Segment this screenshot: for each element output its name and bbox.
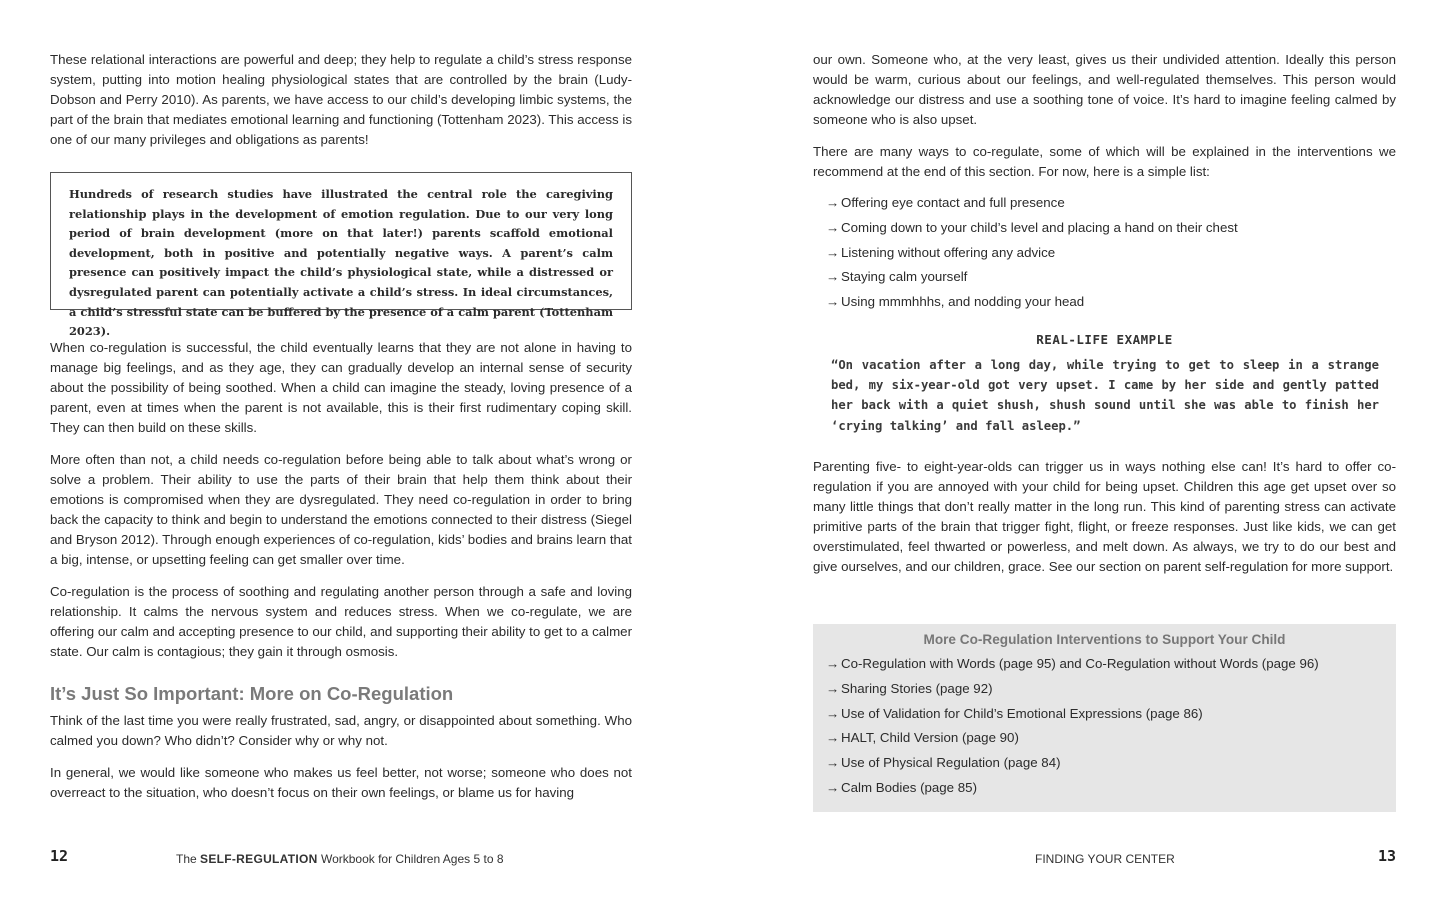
real-life-example-text: “On vacation after a long day, while trying to get to sleep in a strange bed, my six-year-old got very upset. I came by her side and gently patted her back with a quiet shush, shush sound until she was able to finish her ‘crying talking’ and fall asleep.” [831,358,1379,433]
list-item [826,652,1319,677]
list-item-text: Calm Bodies (page 85) [841,779,977,795]
paragraph: There are many ways to co-regulate, some of which will be explained in the interventions we recommend at the end of this section. For now, here is a simple list: [813,144,1396,180]
arrow-right-icon: → [826,294,840,310]
interventions-list [826,652,1319,801]
arrow-right-icon: → [826,779,840,795]
left-page [50,0,632,902]
list-item [826,726,1319,751]
arrow-right-icon: → [826,730,840,746]
paragraph: These relational interactions are powerful and deep; they help to regulate a child’s stress response system, putting into motion healing physiological states that are controlled by the brain (Ludy-Dobson and Perry 2010). As parents, we have access to our child’s developing limbic systems, the part of the brain that mediates emotional learning and functioning (Tottenham 2023). This access is one of our many privileges and obligations as parents! [50,52,632,148]
quote-text: Hundreds of research studies have illustrated the central role the caregiving relationship plays in the development of emotion regulation. Due to our very long period of brain development (more on that later!) parents scaffold emotional development, both in positive and potentially negative ways. A parent’s calm presence can positively impact the child’s physiological state, while a distressed or dysregulated parent can potentially activate a child’s stress. In ideal circumstances, a child’s stressful state can be buffered by the presence of a calm parent (Tottenham 2023). [69,187,613,339]
list-item-text: Using mmmhhhs, and nodding your head [841,294,1085,310]
list-item-text: Use of Validation for Child’s Emotional Expressions (page 86) [841,705,1203,721]
footer-text: The [176,852,201,866]
interventions-callout [813,624,1396,812]
real-life-example-title: REAL-LIFE EXAMPLE [1036,332,1173,347]
list-item-text: HALT, Child Version (page 90) [841,730,1019,746]
footer-text: SELF-REGULATION [200,852,318,866]
section-heading: It’s Just So Important: More on Co-Regulation [50,683,454,704]
arrow-right-icon: → [826,680,840,696]
quote-box [50,172,632,339]
list-item [826,702,1319,727]
page-number: 12 [50,847,69,865]
list-item-text: Staying calm yourself [841,269,968,285]
callout-title: More Co-Regulation Interventions to Support Your Child [923,632,1286,647]
page-number: 13 [1377,847,1396,865]
co-regulation-list [826,191,1238,315]
paragraph: Think of the last time you were really frustrated, sad, angry, or disappointed about something. Who calmed you down? Who didn’t? Consider why or why not. [50,713,632,749]
list-item [826,241,1238,266]
paragraph: In general, we would like someone who makes us feel better, not worse; someone who does not overreact to the situation, who doesn’t focus on their own feelings, or blame us for having [50,765,632,801]
arrow-right-icon: → [826,755,840,771]
paragraph: our own. Someone who, at the very least, gives us their undivided attention. Ideally this person would be warm, curious about our feelings, and well-regulated themselves. This person would acknowledge our distress and use a soothing tone of voice. It’s hard to imagine feeling calmed by someone who is also upset. [813,52,1396,128]
arrow-right-icon: → [826,195,840,210]
list-item [826,751,1319,776]
list-item-text: Sharing Stories (page 92) [841,680,993,696]
list-item [826,776,1319,801]
paragraph: Co-regulation is the process of soothing and regulating another person through a safe and loving relationship. It calms the nervous system and reduces stress. When we co-regulate, we are offering our calm and accepting presence to our child, and supporting their ability to get to a calmer state. Our calm is contagious; they gain it through osmosis. [50,584,632,660]
list-item-text: Offering eye contact and full presence [841,195,1065,210]
arrow-right-icon: → [826,705,840,721]
arrow-right-icon: → [826,219,840,235]
list-item-text: Use of Physical Regulation (page 84) [841,755,1061,771]
paragraph: More often than not, a child needs co-regulation before being able to talk about what’s wrong or solve a problem. Their ability to use the parts of their brain that help them think about their emotions is compromised when they are dysregulated. They need co-regulation in order to bring back the capacity to think and begin to understand the emotions connected to their distress (Siegel and Bryson 2012). Through enough experiences of co-regulation, kids’ bodies and brains learn that a big, intense, or upsetting feeling can get smaller over time. [50,452,632,568]
list-item [826,265,1238,290]
running-footer: FINDING YOUR CENTER [1035,852,1175,866]
list-item [826,677,1319,702]
arrow-right-icon: → [826,244,840,260]
paragraph: When co-regulation is successful, the child eventually learns that they are not alone in having to manage big feelings, and as they age, they can gradually develop an internal sense of security about the possibility of being soothed. When a child can imagine the steady, loving presence of a parent, even at times when the parent is not available, this is their first rudimentary coping skill. They can then build on these skills. [50,340,632,436]
list-item [826,216,1238,241]
arrow-right-icon: → [826,656,840,671]
list-item-text: Coming down to your child’s level and placing a hand on their chest [841,219,1238,235]
footer-text: Workbook for Children Ages 5 to 8 [317,852,504,866]
list-item-text: Co-Regulation with Words (page 95) and Co-Regulation without Words (page 96) [841,656,1319,671]
list-item [826,191,1238,216]
list-item-text: Listening without offering any advice [841,244,1056,260]
list-item [826,290,1238,315]
paragraph: Parenting five- to eight-year-olds can trigger us in ways nothing else can! It’s hard to offer co-regulation if you are annoyed with your child for being upset. Children this age get upset over so many little things that don’t really matter in the long run. This kind of parenting stress can activate primitive parts of the brain that trigger fight, flight, or freeze responses. Just like kids, we can get overstimulated, feel thwarted or powerless, and melt down. As always, we try to do our best and give ourselves, and our children, grace. See our section on parent self-regulation for more support. [813,459,1396,575]
arrow-right-icon: → [826,269,840,285]
running-footer [176,850,504,868]
right-page [813,0,1396,902]
